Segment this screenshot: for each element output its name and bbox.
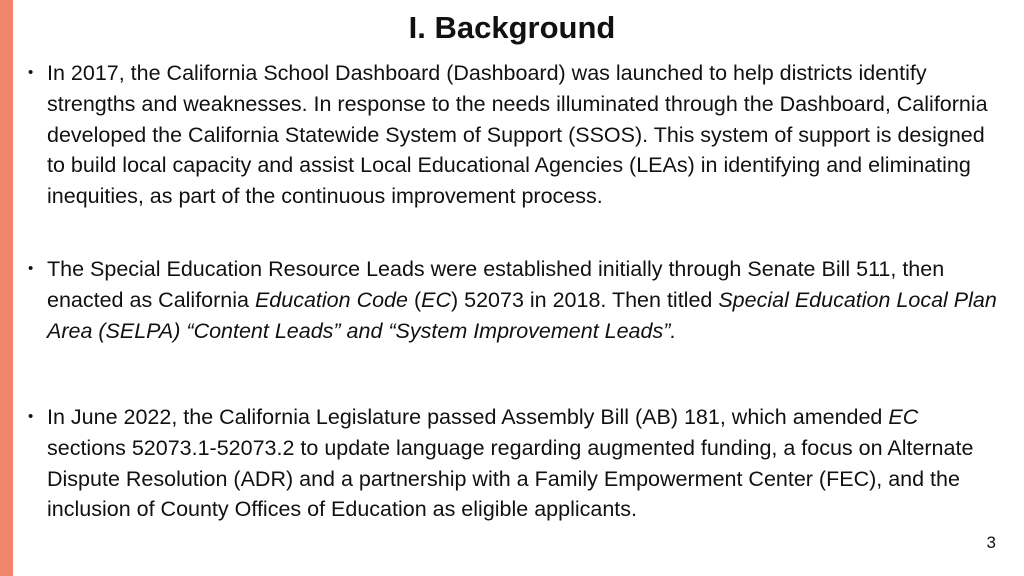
bullet-icon: • bbox=[28, 260, 34, 277]
left-accent-bar bbox=[0, 0, 13, 576]
bullet-text bbox=[47, 402, 1003, 525]
bullet-icon: • bbox=[28, 64, 34, 81]
bullet-text-segment: ( bbox=[407, 287, 422, 312]
bullet-text-segment: ) 52073 in 2018. Then titled bbox=[450, 287, 719, 312]
bullet-text-segment: sections 52073.1-52073.2 to update language regarding augmented funding, a focus on Alternate Dispute Resolution (ADR) and a partnership with a Family Empowerment Center (FEC), and the inclusion of County Offices of Education as eligible applicants. bbox=[47, 435, 974, 522]
bullet-text-segment: In June 2022, the California Legislature passed Assembly Bill (AB) 181, which amended bbox=[47, 405, 889, 429]
bullet-icon: • bbox=[28, 408, 34, 425]
bullet-item-ab181 bbox=[28, 402, 1003, 525]
bullet-text: In 2017, the California School Dashboard (Dashboard) was launched to help districts identify strengths and weaknesses. In response to the needs illuminated through the Dashboard, California developed the California Statewide System of Support (SSOS). This system of support is designed to build local capacity and assist Local Educational Agencies (LEAs) in identifying and eliminating inequities, as part of the continuous improvement process. bbox=[47, 61, 988, 209]
bullet-text-italic-segment: EC bbox=[888, 405, 919, 429]
bullet-text bbox=[47, 254, 1003, 346]
bullet-text-italic-segment: EC bbox=[421, 287, 451, 312]
bullet-item-resource-leads bbox=[28, 254, 1003, 346]
bullet-text-segment: The Special Education Resource Leads were established initially through Senate Bill 511, then enacted as California bbox=[47, 257, 945, 312]
slide-title: I. Background bbox=[408, 10, 616, 45]
bullet-text-italic-segment: Special Education Local Plan Area (SELPA) “Content Leads” and “System Improvement Leads”. bbox=[47, 287, 997, 343]
page-number: 3 bbox=[986, 533, 996, 552]
bullet-text-italic-segment: Education Code bbox=[254, 287, 408, 312]
bullet-item-dashboard bbox=[28, 58, 1003, 212]
